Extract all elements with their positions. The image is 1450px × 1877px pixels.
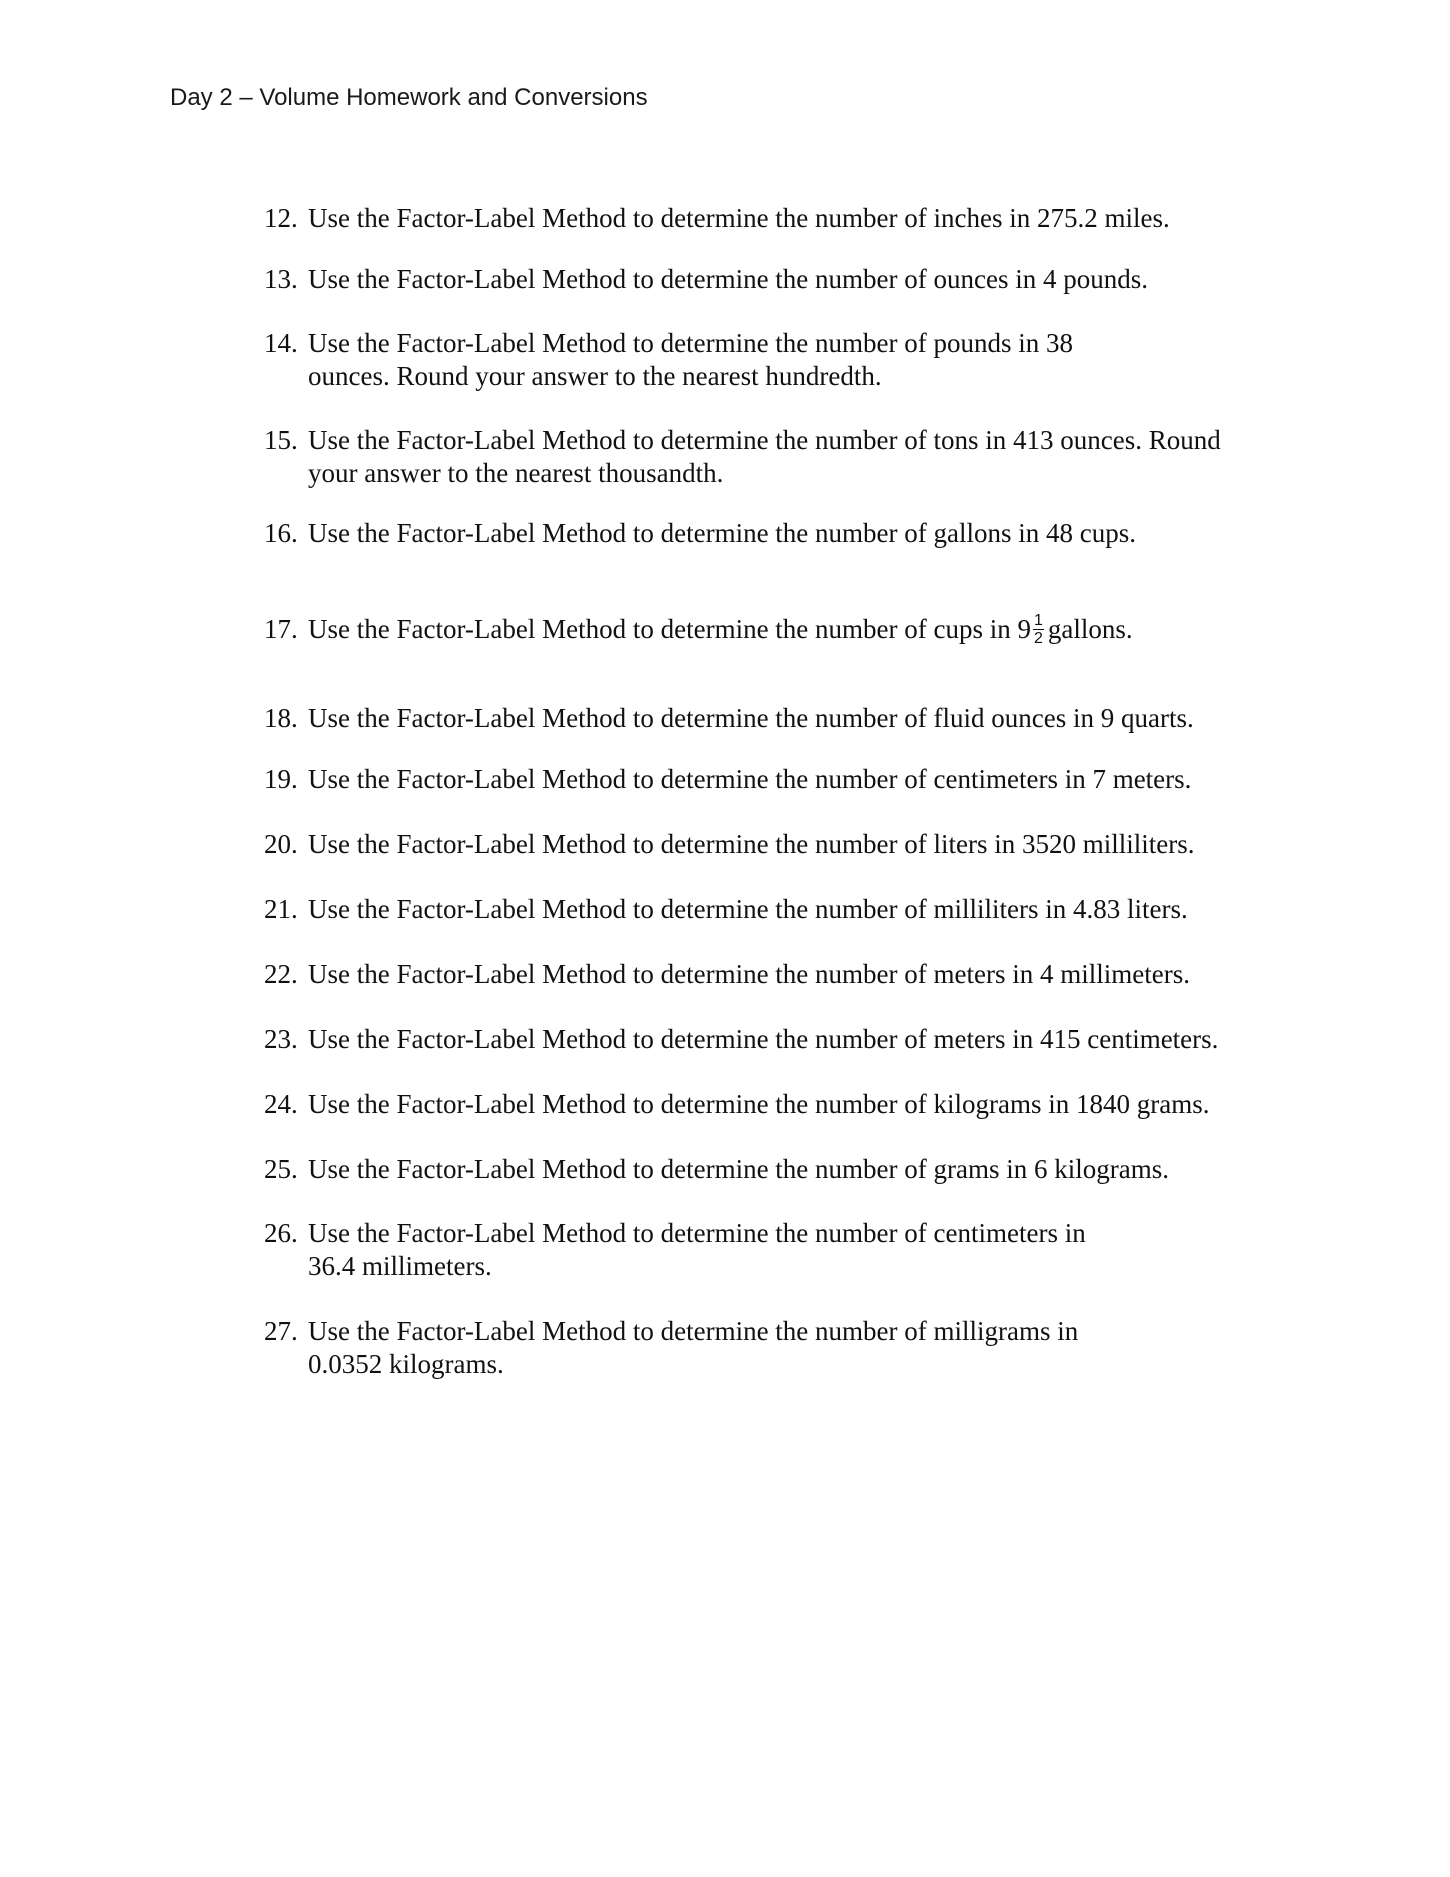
question-24	[264, 1088, 1324, 1121]
question-22	[264, 958, 1324, 991]
question-text: Use the Factor-Label Method to determine the number of centimeters in 7 meters.	[308, 764, 1192, 794]
question-17	[264, 613, 1324, 649]
fraction-denominator: 2	[1034, 630, 1043, 648]
question-number: 17.	[264, 614, 298, 644]
question-text: Use the Factor-Label Method to determine the number of meters in 4 millimeters.	[308, 959, 1190, 989]
fraction-numerator: 1	[1034, 612, 1043, 630]
question-text: Use the Factor-Label Method to determine the number of milliliters in 4.83 liters.	[308, 894, 1188, 924]
question-number: 21.	[264, 894, 298, 924]
question-21	[264, 893, 1324, 926]
question-12	[264, 202, 1324, 235]
question-text: Use the Factor-Label Method to determine the number of grams in 6 kilograms.	[308, 1154, 1169, 1184]
question-27	[264, 1315, 1324, 1381]
question-number: 19.	[264, 764, 298, 794]
question-text: Use the Factor-Label Method to determine the number of ounces in 4 pounds.	[308, 264, 1148, 294]
mixed-fraction	[1033, 612, 1044, 647]
question-number: 27.	[264, 1316, 298, 1346]
question-text: Use the Factor-Label Method to determine the number of gallons in 48 cups.	[308, 518, 1136, 548]
question-number: 20.	[264, 829, 298, 859]
question-number: 23.	[264, 1024, 298, 1054]
question-number: 25.	[264, 1154, 298, 1184]
question-20	[264, 828, 1324, 861]
question-number: 16.	[264, 518, 298, 548]
question-26	[264, 1217, 1324, 1283]
question-23	[264, 1023, 1324, 1056]
question-text-before: Use the Factor-Label Method to determine the number of cups in 9	[308, 614, 1032, 644]
question-16	[264, 517, 1324, 550]
question-number: 14.	[264, 328, 298, 358]
question-text: Use the Factor-Label Method to determine the number of tons in 413 ounces. Round your answer to the nearest thousandth.	[308, 425, 1221, 488]
question-13	[264, 263, 1324, 296]
question-text-after: gallons.	[1047, 614, 1133, 644]
question-19	[264, 763, 1324, 796]
question-text: Use the Factor-Label Method to determine the number of inches in 275.2 miles.	[308, 203, 1170, 233]
question-text: Use the Factor-Label Method to determine the number of liters in 3520 milliliters.	[308, 829, 1195, 859]
question-text: Use the Factor-Label Method to determine the number of meters in 415 centimeters.	[308, 1024, 1219, 1054]
question-25	[264, 1153, 1324, 1186]
page-header: Day 2 – Volume Homework and Conversions	[170, 84, 648, 111]
question-text: Use the Factor-Label Method to determine the number of centimeters in 36.4 millimeters.	[308, 1218, 1086, 1281]
question-14	[264, 327, 1324, 393]
question-number: 18.	[264, 703, 298, 733]
question-number: 24.	[264, 1089, 298, 1119]
question-number: 22.	[264, 959, 298, 989]
question-number: 26.	[264, 1218, 298, 1248]
question-number: 15.	[264, 425, 298, 455]
question-18	[264, 702, 1324, 735]
question-number: 12.	[264, 203, 298, 233]
question-text: Use the Factor-Label Method to determine the number of pounds in 38 ounces. Round your answer to the nearest hundredth.	[308, 328, 1074, 391]
question-15	[264, 424, 1324, 490]
question-text: Use the Factor-Label Method to determine the number of kilograms in 1840 grams.	[308, 1089, 1210, 1119]
question-number: 13.	[264, 264, 298, 294]
question-text: Use the Factor-Label Method to determine the number of milligrams in 0.0352 kilograms.	[308, 1316, 1079, 1379]
question-text	[308, 613, 1324, 649]
question-text: Use the Factor-Label Method to determine the number of fluid ounces in 9 quarts.	[308, 703, 1194, 733]
